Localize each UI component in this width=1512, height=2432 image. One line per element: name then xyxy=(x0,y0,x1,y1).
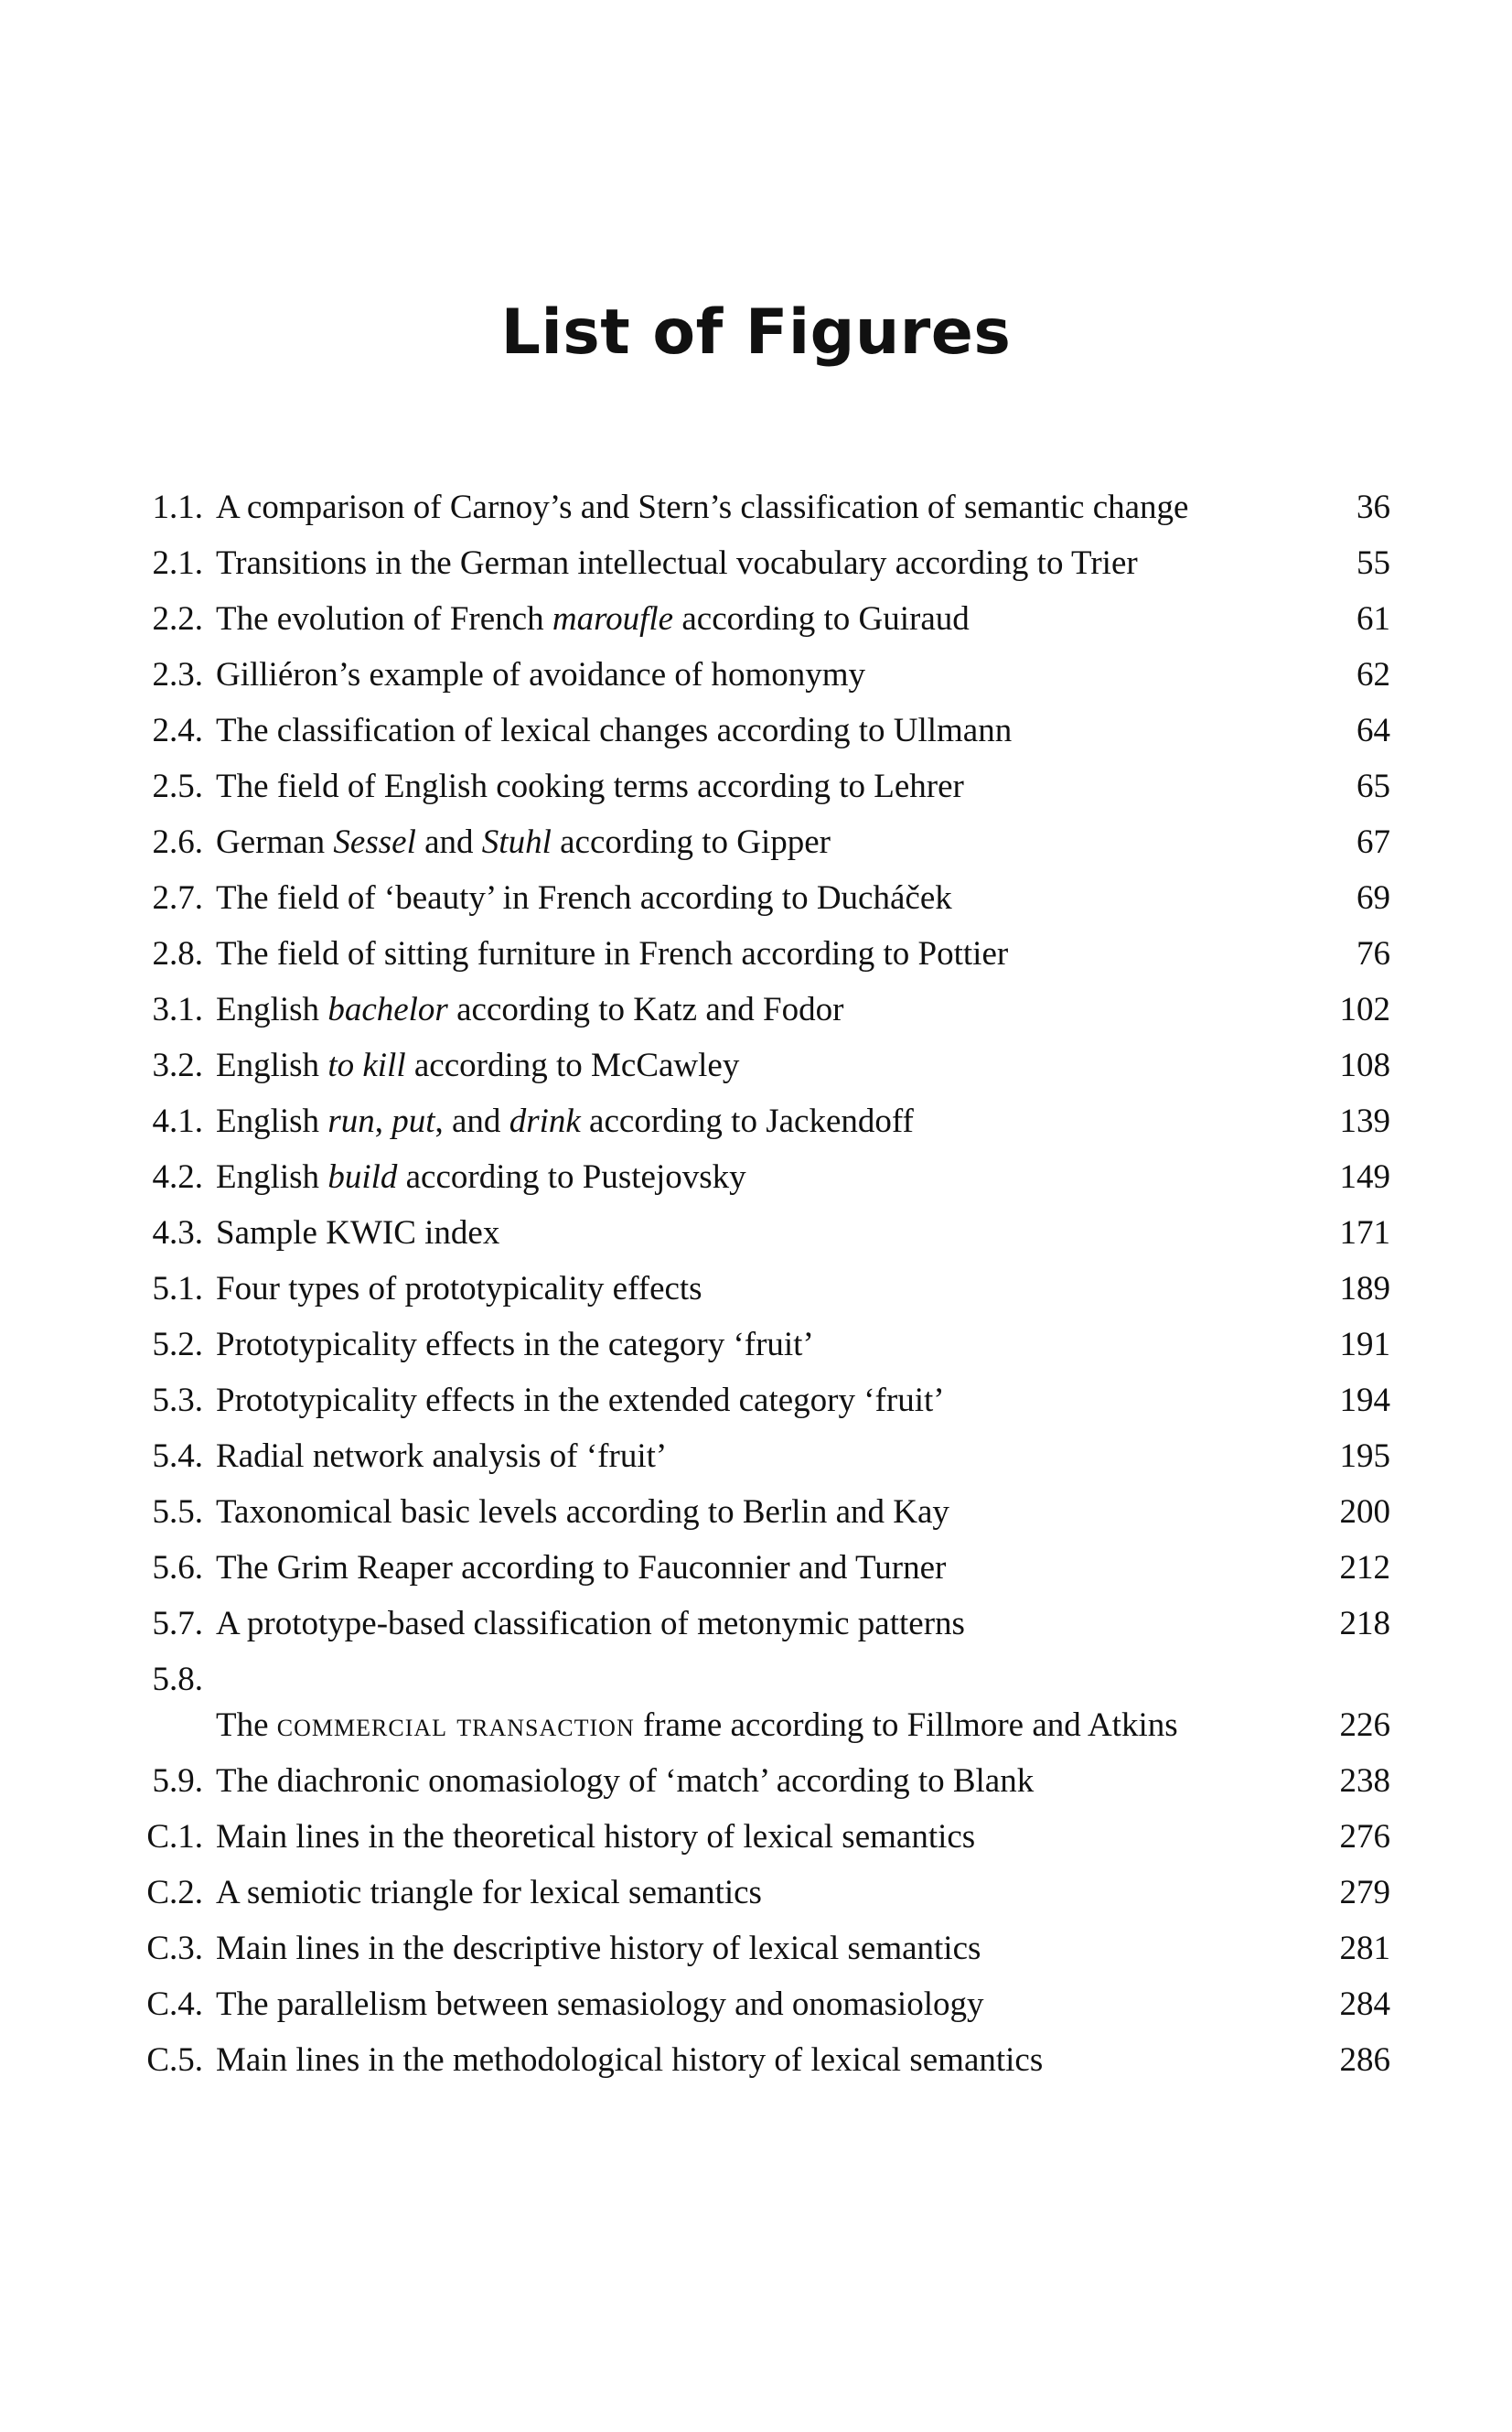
caption-text: Prototypicality effects in the category ‘fruit’ xyxy=(216,1326,814,1363)
figure-page-number: 200 xyxy=(1339,1493,1390,1531)
figure-number: 3.1. xyxy=(152,991,203,1028)
figure-caption xyxy=(216,1535,1290,1591)
figure-number: C.5. xyxy=(146,2041,203,2079)
figure-caption xyxy=(216,1256,1290,1312)
caption-text: Taxonomical basic levels according to Berlin and Kay xyxy=(216,1493,949,1531)
figure-caption xyxy=(216,1368,1290,1424)
caption-italic-term: to kill xyxy=(327,1047,406,1084)
caption-text: The field of sitting furniture in French according to Pottier xyxy=(216,935,1009,973)
figure-caption xyxy=(216,1693,1290,1749)
figure-page-number: 218 xyxy=(1339,1605,1390,1642)
caption-text: , xyxy=(374,1103,392,1140)
figure-number: C.4. xyxy=(146,1985,203,2023)
caption-text: A prototype-based classification of metonymic patterns xyxy=(216,1605,965,1642)
caption-text: A comparison of Carnoy’s and Stern’s classification of semantic change xyxy=(216,489,1189,526)
figure-number: 4.2. xyxy=(152,1158,203,1196)
caption-text: The parallelism between semasiology and onomasiology xyxy=(216,1985,984,2023)
caption-text: The xyxy=(216,1706,277,1744)
caption-text: German xyxy=(216,823,334,861)
figure-caption xyxy=(216,754,1290,810)
figure-entry xyxy=(137,1368,1390,1424)
figure-caption xyxy=(216,1480,1290,1535)
figure-entry xyxy=(137,1535,1390,1591)
figure-caption xyxy=(216,1972,1290,2028)
caption-small-caps-term: commercial transaction xyxy=(276,1706,635,1744)
caption-text: Prototypicality effects in the extended category ‘fruit’ xyxy=(216,1382,945,1419)
caption-text: according to McCawley xyxy=(405,1047,740,1084)
figure-entry xyxy=(137,531,1390,586)
figure-page-number: 55 xyxy=(1357,544,1390,582)
figure-entry xyxy=(137,2028,1390,2083)
figure-number: 5.9. xyxy=(152,1762,203,1800)
caption-text: Gilliéron’s example of avoidance of homonymy xyxy=(216,656,866,694)
figure-page-number: 276 xyxy=(1339,1818,1390,1856)
figure-entry xyxy=(137,1200,1390,1256)
caption-italic-term: build xyxy=(327,1158,398,1196)
caption-text: according to Jackendoff xyxy=(580,1103,914,1140)
figure-caption xyxy=(216,1424,1290,1480)
figure-entry xyxy=(137,1312,1390,1368)
figure-page-number: 171 xyxy=(1339,1214,1390,1252)
figure-entry xyxy=(137,1480,1390,1535)
caption-text: The field of English cooking terms according to Lehrer xyxy=(216,768,964,805)
figure-entry xyxy=(137,1089,1390,1145)
figure-entry xyxy=(137,977,1390,1033)
caption-text: The field of ‘beauty’ in French according to Ducháček xyxy=(216,879,952,917)
figure-number: 2.2. xyxy=(152,600,203,638)
figure-number: C.3. xyxy=(146,1930,203,1967)
caption-text: English xyxy=(216,1103,328,1140)
figure-number: 2.3. xyxy=(152,656,203,694)
figure-number: 2.1. xyxy=(152,544,203,582)
figure-number: 4.1. xyxy=(152,1103,203,1140)
figure-caption xyxy=(216,1312,1290,1368)
figure-caption xyxy=(216,698,1290,754)
figure-caption xyxy=(216,586,1290,642)
figure-entry xyxy=(137,754,1390,810)
figure-entry xyxy=(137,1972,1390,2028)
figure-caption xyxy=(216,1591,1290,1647)
figure-entry xyxy=(137,1424,1390,1480)
figure-number: 3.2. xyxy=(152,1047,203,1084)
figure-number: 2.5. xyxy=(152,768,203,805)
figure-entry xyxy=(137,1647,1390,1749)
caption-italic-term: Sessel xyxy=(333,823,416,861)
figure-number: 5.4. xyxy=(152,1437,203,1475)
figure-page-number: 189 xyxy=(1339,1270,1390,1307)
figure-page-number: 149 xyxy=(1339,1158,1390,1196)
figure-caption xyxy=(216,475,1290,531)
figure-page-number: 238 xyxy=(1339,1762,1390,1800)
caption-text: according to Guiraud xyxy=(673,600,970,638)
caption-text: according to Pustejovsky xyxy=(397,1158,746,1196)
figure-caption xyxy=(216,921,1290,977)
figure-entry xyxy=(137,1591,1390,1647)
figure-entry xyxy=(137,642,1390,698)
figure-caption xyxy=(216,1145,1290,1200)
figure-number: 1.1. xyxy=(152,489,203,526)
figure-entry xyxy=(137,698,1390,754)
figure-entry xyxy=(137,866,1390,921)
figure-number: 2.6. xyxy=(152,823,203,861)
figure-number: 2.8. xyxy=(152,935,203,973)
figure-caption xyxy=(216,1033,1290,1089)
figure-caption xyxy=(216,1089,1290,1145)
figure-caption xyxy=(216,1200,1290,1256)
figure-entry xyxy=(137,1145,1390,1200)
figure-number: 5.2. xyxy=(152,1326,203,1363)
figure-caption xyxy=(216,1860,1290,1916)
caption-text: The classification of lexical changes according to Ullmann xyxy=(216,712,1013,749)
caption-text: English xyxy=(216,991,328,1028)
figure-page-number: 286 xyxy=(1339,2041,1390,2079)
figure-list xyxy=(137,475,1390,2083)
caption-text: Sample KWIC index xyxy=(216,1214,500,1252)
figure-number: C.2. xyxy=(146,1874,203,1911)
figure-page-number: 195 xyxy=(1339,1437,1390,1475)
figure-entry xyxy=(137,475,1390,531)
caption-text: Main lines in the theoretical history of lexical semantics xyxy=(216,1818,976,1856)
figure-page-number: 139 xyxy=(1339,1103,1390,1140)
figure-page-number: 61 xyxy=(1357,600,1390,638)
figure-page-number: 191 xyxy=(1339,1326,1390,1363)
figure-page-number: 62 xyxy=(1357,656,1390,694)
figure-caption xyxy=(216,977,1290,1033)
figure-caption xyxy=(216,1749,1290,1804)
figure-entry xyxy=(137,810,1390,866)
figure-caption xyxy=(216,531,1290,586)
caption-text: Radial network analysis of ‘fruit’ xyxy=(216,1437,668,1475)
caption-text: English xyxy=(216,1158,328,1196)
caption-text: according to Katz and Fodor xyxy=(447,991,844,1028)
figure-caption xyxy=(216,2028,1290,2083)
figure-number: 2.7. xyxy=(152,879,203,917)
figure-caption xyxy=(216,1804,1290,1860)
figure-number: 5.7. xyxy=(152,1605,203,1642)
caption-italic-term: run xyxy=(327,1103,375,1140)
figure-number: 5.6. xyxy=(152,1549,203,1587)
figure-page-number: 284 xyxy=(1339,1985,1390,2023)
figure-entry xyxy=(137,1860,1390,1916)
caption-italic-term: maroufle xyxy=(552,600,674,638)
figure-number: 5.8. xyxy=(152,1661,203,1698)
figure-page-number: 108 xyxy=(1339,1047,1390,1084)
caption-italic-term: bachelor xyxy=(327,991,448,1028)
figure-page-number: 102 xyxy=(1339,991,1390,1028)
caption-text: frame according to Fillmore and Atkins xyxy=(634,1706,1178,1744)
figure-number: 5.1. xyxy=(152,1270,203,1307)
figure-caption xyxy=(216,810,1290,866)
page-title: List of Figures xyxy=(500,296,1012,369)
figure-page-number: 226 xyxy=(1339,1706,1390,1744)
caption-text: A semiotic triangle for lexical semantics xyxy=(216,1874,762,1911)
caption-text: Transitions in the German intellectual vocabulary according to Trier xyxy=(216,544,1138,582)
caption-italic-term: drink xyxy=(509,1103,581,1140)
figure-entry xyxy=(137,1804,1390,1860)
caption-italic-term: Stuhl xyxy=(481,823,552,861)
caption-text: The evolution of French xyxy=(216,600,552,638)
figure-entry xyxy=(137,1749,1390,1804)
figure-page-number: 76 xyxy=(1357,935,1390,973)
figure-number: C.1. xyxy=(146,1818,203,1856)
figure-page-number: 194 xyxy=(1339,1382,1390,1419)
figure-number: 2.4. xyxy=(152,712,203,749)
caption-text: The Grim Reaper according to Fauconnier and Turner xyxy=(216,1549,947,1587)
figure-entry xyxy=(137,921,1390,977)
figure-page-number: 69 xyxy=(1357,879,1390,917)
figure-page-number: 279 xyxy=(1339,1874,1390,1911)
figure-entry xyxy=(137,1256,1390,1312)
caption-text: , and xyxy=(434,1103,509,1140)
caption-italic-term: put xyxy=(391,1103,435,1140)
caption-text: according to Gipper xyxy=(551,823,831,861)
caption-text: Main lines in the descriptive history of lexical semantics xyxy=(216,1930,981,1967)
figure-entry xyxy=(137,1916,1390,1972)
figure-number: 5.3. xyxy=(152,1382,203,1419)
figure-caption xyxy=(216,866,1290,921)
figure-page-number: 67 xyxy=(1357,823,1390,861)
figure-page-number: 65 xyxy=(1357,768,1390,805)
caption-text: and xyxy=(415,823,482,861)
figure-number: 4.3. xyxy=(152,1214,203,1252)
figure-page-number: 281 xyxy=(1339,1930,1390,1967)
figure-page-number: 36 xyxy=(1357,489,1390,526)
figure-number: 5.5. xyxy=(152,1493,203,1531)
figure-caption xyxy=(216,1916,1290,1972)
figure-page-number: 212 xyxy=(1339,1549,1390,1587)
figure-entry xyxy=(137,1033,1390,1089)
caption-text: Main lines in the methodological history of lexical semantics xyxy=(216,2041,1044,2079)
figure-caption xyxy=(216,642,1290,698)
caption-text: The diachronic onomasiology of ‘match’ according to Blank xyxy=(216,1762,1035,1800)
figure-page-number: 64 xyxy=(1357,712,1390,749)
caption-text: English xyxy=(216,1047,328,1084)
figure-entry xyxy=(137,586,1390,642)
caption-text: Four types of prototypicality effects xyxy=(216,1270,702,1307)
